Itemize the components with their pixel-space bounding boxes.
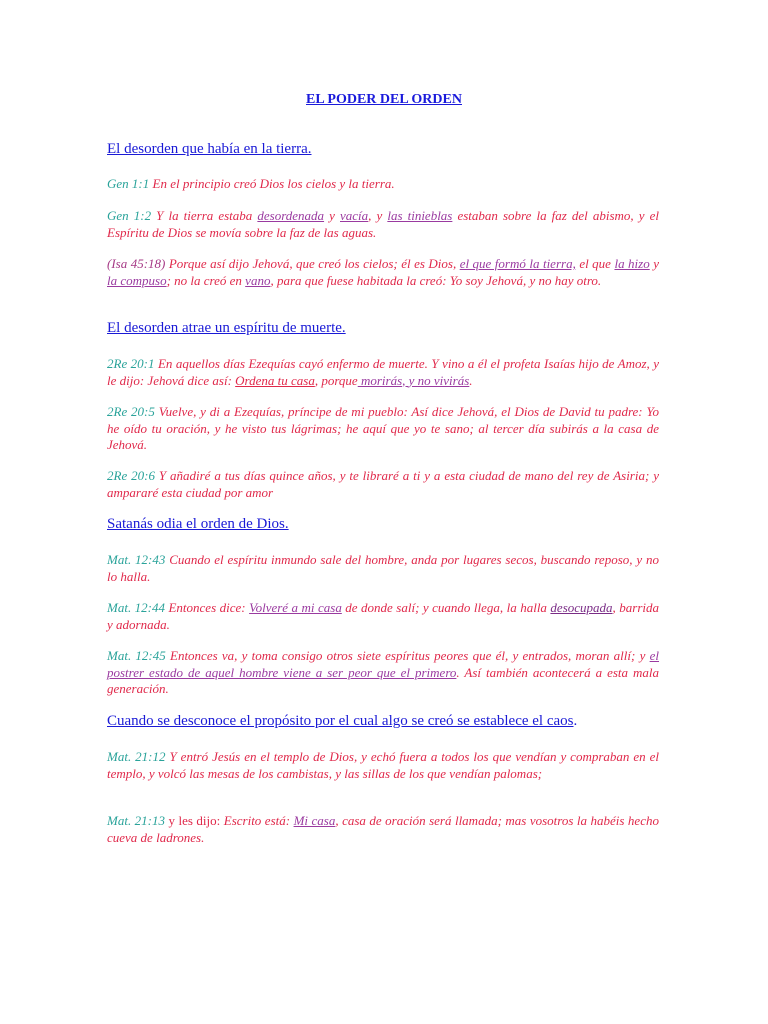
verse-text: Y añadiré a tus días quince años, y te libraré a ti y a esta ciudad de mano del rey de Asiria; y ampararé esta ciudad por amor (107, 468, 659, 500)
verse-reference: Mat. 21:13 (107, 813, 166, 828)
verse-paragraph (107, 256, 659, 289)
verse-text: y les dijo: (165, 813, 221, 828)
verse-reference: Gen 1:2 (107, 208, 152, 223)
section-heading: El desorden que había en la tierra. (107, 141, 312, 157)
verse-reference: 2Re 20:6 (107, 468, 155, 483)
verse-text: Y la tierra estaba (151, 208, 258, 223)
verse-text: Cuando el espíritu inmundo sale del hombre, anda por lugares secos, buscando reposo, y no lo halla. (107, 552, 659, 584)
underlined-phrase: morirás, y no vivirás (357, 372, 470, 388)
verse-reference: 2Re 20:1 (107, 356, 155, 371)
section-heading-text: Cuando se desconoce el propósito por el cual algo se creó se establece el caos (107, 713, 574, 729)
underlined-phrase: Ordena tu casa (235, 372, 315, 388)
underlined-phrase: las tinieblas (387, 208, 453, 223)
verse-text: Entonces dice: (165, 600, 250, 615)
verse-text: , barrida y adornada. (107, 600, 659, 632)
section-heading: Satanás odia el orden de Dios. (107, 516, 289, 532)
verse-reference: Mat. 12:45 (107, 648, 166, 663)
underlined-phrase: el postrer estado de aquel hombre viene a ser peor que el primero (107, 648, 659, 680)
underlined-phrase: vano (245, 272, 271, 288)
verse-text: . (469, 372, 473, 388)
verse-text: En el principio creó Dios los cielos y la tierra. (149, 176, 395, 191)
verse-paragraph (107, 600, 659, 633)
verse-text: de donde salí; y cuando llega, la halla (341, 600, 551, 615)
document-title: EL PODER DEL ORDEN (306, 92, 462, 107)
verse-reference: Gen 1:1 (107, 176, 150, 191)
verse-text: , y (368, 208, 388, 223)
underlined-phrase: Volveré a mi casa (249, 600, 342, 615)
verse-paragraph (107, 176, 659, 193)
section-heading (107, 713, 667, 730)
verse-paragraph (107, 356, 659, 389)
verse-paragraph (107, 749, 659, 782)
verse-paragraph (107, 552, 659, 585)
verse-paragraph (107, 404, 659, 454)
verse-text: Y entró Jesús en el templo de Dios, y echó fuera a todos los que vendían y compraban en el templo, y volcó las mesas de los cambistas, y las sillas de los que vendían palomas; (107, 749, 659, 781)
verse-text: estaban sobre la faz del abismo, y el Espíritu de Dios se movía sobre la faz de las aguas. (107, 208, 659, 240)
underlined-phrase: desocupada (550, 600, 613, 615)
verse-reference: 2Re 20:5 (107, 404, 155, 419)
verse-text: . Así también acontecerá a esta mala generación. (107, 664, 659, 696)
verse-text: el que (575, 256, 615, 271)
verse-text: y (649, 256, 659, 271)
verse-text: , casa de oración será llamada; mas vosotros la habéis hecho cueva de ladrones. (107, 813, 659, 845)
underlined-phrase: la compuso (107, 272, 167, 288)
underlined-phrase: el que formó la tierra, (459, 256, 576, 271)
underlined-phrase: la hizo (614, 256, 650, 271)
underlined-phrase: Mi casa (293, 813, 336, 828)
verse-reference: Mat. 12:43 (107, 552, 166, 567)
verse-reference: (Isa 45:18) (107, 256, 166, 271)
section-heading-period: . (573, 713, 578, 729)
verse-paragraph (107, 813, 659, 846)
verse-text: , porque (314, 372, 358, 388)
verse-text: Porque así dijo Jehová, que creó los cielos; él es Dios, (165, 256, 460, 271)
verse-paragraph (107, 648, 659, 698)
verse-paragraph (107, 208, 659, 241)
verse-text: Escrito está: (220, 813, 294, 828)
verse-reference: Mat. 21:12 (107, 749, 166, 764)
verse-text: Entonces va, y toma consigo otros siete espíritus peores que él, y entrados, moran allí; y (165, 648, 650, 663)
verse-reference: Mat. 12:44 (107, 600, 165, 615)
verse-paragraph (107, 468, 659, 501)
verse-text: En aquellos días Ezequías cayó enfermo de muerte. Y vino a él el profeta Isaías hijo de Amoz, y le dijo: Jehová dice así: (107, 356, 659, 388)
verse-text: Vuelve, y di a Ezequías, príncipe de mi pueblo: Así dice Jehová, el Dios de David tu padre: Yo he oído tu oración, y he visto tus lágrimas; he aquí que yo te sano; al tercer día subirás a la casa de Jehová. (107, 404, 659, 452)
verse-text: ; no la creó en (166, 272, 246, 288)
underlined-phrase: desordenada (257, 208, 325, 223)
section-heading: El desorden atrae un espíritu de muerte. (107, 320, 346, 336)
verse-text: , para que fuese habitada la creó: Yo soy Jehová, y no hay otro. (270, 272, 602, 288)
verse-text: y (324, 208, 340, 223)
underlined-phrase: vacía (340, 208, 369, 223)
